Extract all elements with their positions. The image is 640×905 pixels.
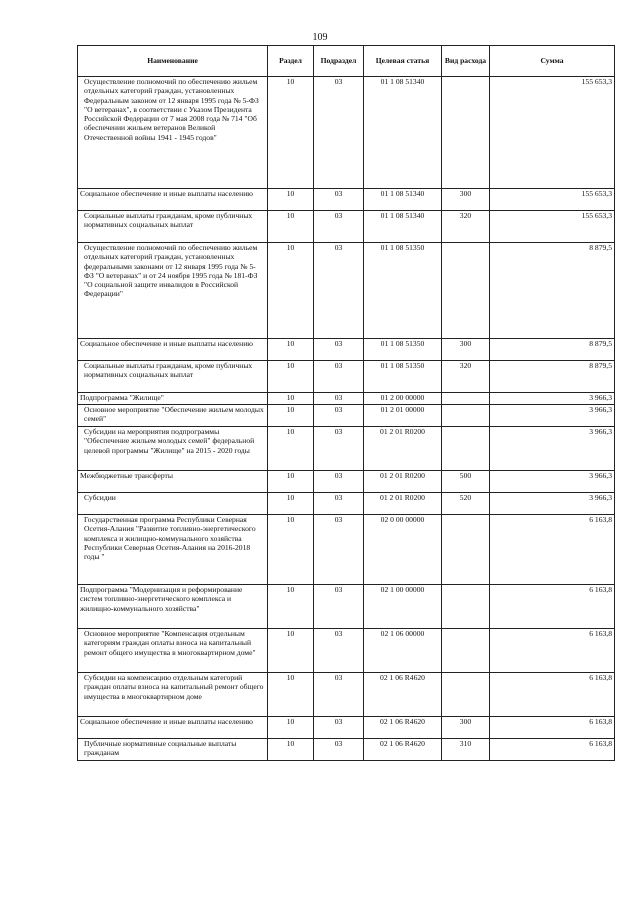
row-section: 10	[268, 405, 314, 427]
row-name-cell	[78, 211, 268, 243]
row-type: 500	[442, 471, 490, 493]
row-name: Социальные выплаты гражданам, кроме публичных нормативных социальных выплат	[84, 211, 253, 230]
table-row	[78, 211, 615, 243]
row-subsection: 03	[314, 585, 364, 629]
row-section: 10	[268, 427, 314, 471]
row-amount: 6 163,8	[490, 515, 615, 585]
row-name-cell	[78, 493, 268, 515]
table-row	[78, 717, 615, 739]
row-subsection: 03	[314, 393, 364, 405]
row-section: 10	[268, 339, 314, 361]
row-name-cell	[78, 189, 268, 211]
row-name-cell	[78, 427, 268, 471]
row-target: 02 1 06 R4620	[364, 717, 442, 739]
row-target: 02 1 00 00000	[364, 585, 442, 629]
row-section: 10	[268, 717, 314, 739]
row-amount: 6 163,8	[490, 717, 615, 739]
row-target: 01 1 08 51340	[364, 189, 442, 211]
row-section: 10	[268, 361, 314, 393]
row-section: 10	[268, 673, 314, 717]
row-name: Основное мероприятие "Компенсация отдельным категориям граждан оплаты взноса на капитальный ремонт общего имущества в многоквартирном доме"	[84, 629, 256, 657]
table-row	[78, 427, 615, 471]
table-row	[78, 471, 615, 493]
row-type	[442, 673, 490, 717]
row-target: 02 0 00 00000	[364, 515, 442, 585]
row-amount: 3 966,3	[490, 493, 615, 515]
row-target: 02 1 06 R4620	[364, 739, 442, 761]
row-type	[442, 243, 490, 339]
table-body	[78, 77, 615, 761]
row-name: Основное мероприятие "Обеспечение жильем молодых семей"	[84, 405, 264, 424]
row-target: 02 1 06 R4620	[364, 673, 442, 717]
row-name: Социальное обеспечение и иные выплаты населению	[80, 189, 253, 198]
row-name-cell	[78, 629, 268, 673]
row-target: 01 1 08 51350	[364, 243, 442, 339]
row-subsection: 03	[314, 211, 364, 243]
row-type	[442, 77, 490, 189]
row-name: Публичные нормативные социальные выплаты гражданам	[84, 739, 237, 758]
row-target: 01 1 08 51350	[364, 361, 442, 393]
row-section: 10	[268, 493, 314, 515]
row-subsection: 03	[314, 77, 364, 189]
row-section: 10	[268, 629, 314, 673]
row-section: 10	[268, 739, 314, 761]
row-type	[442, 427, 490, 471]
row-name-cell	[78, 393, 268, 405]
row-subsection: 03	[314, 739, 364, 761]
table-row	[78, 739, 615, 761]
table-row	[78, 243, 615, 339]
row-name: Подпрограмма "Жилище"	[80, 393, 164, 402]
row-target: 01 1 08 51340	[364, 211, 442, 243]
row-type: 520	[442, 493, 490, 515]
row-amount: 6 163,8	[490, 629, 615, 673]
row-subsection: 03	[314, 427, 364, 471]
row-amount: 8 879,5	[490, 361, 615, 393]
row-amount: 6 163,8	[490, 739, 615, 761]
table-row	[78, 361, 615, 393]
table-row	[78, 493, 615, 515]
row-name-cell	[78, 243, 268, 339]
row-name-cell	[78, 515, 268, 585]
row-target: 01 2 01 R0200	[364, 427, 442, 471]
row-type	[442, 629, 490, 673]
row-type: 300	[442, 189, 490, 211]
row-amount: 3 966,3	[490, 405, 615, 427]
row-subsection: 03	[314, 471, 364, 493]
row-name: Осуществление полномочий по обеспечению жильем отдельных категорий граждан, установленных федеральными законами от 12 января 1995 года № 5-ФЗ "О ветеранах" и от 24 ноября 1995 года № 181-ФЗ "О социальной защите инвалидов в Российской Федерации"	[84, 243, 258, 299]
row-section: 10	[268, 243, 314, 339]
table-row	[78, 515, 615, 585]
row-amount: 3 966,3	[490, 471, 615, 493]
row-amount: 6 163,8	[490, 585, 615, 629]
table-row	[78, 339, 615, 361]
row-section: 10	[268, 515, 314, 585]
header-target: Целевая статья	[364, 46, 442, 77]
row-type	[442, 515, 490, 585]
row-section: 10	[268, 393, 314, 405]
row-type: 300	[442, 339, 490, 361]
row-section: 10	[268, 211, 314, 243]
row-type: 300	[442, 717, 490, 739]
row-name: Субсидии на компенсацию отдельным категорий граждан оплаты взноса на капитальный ремонт общего имущества в многоквартирном доме	[84, 673, 264, 701]
row-amount: 8 879,5	[490, 243, 615, 339]
row-name-cell	[78, 77, 268, 189]
header-section: Раздел	[268, 46, 314, 77]
row-target: 01 2 00 00000	[364, 393, 442, 405]
row-subsection: 03	[314, 405, 364, 427]
row-target: 01 1 08 51340	[364, 77, 442, 189]
row-name: Осуществление полномочий по обеспечению жильем отдельных категорий граждан, установленных Федеральным законом от 12 января 1995 года № 5-ФЗ "О ветеранах", в соответствии с Указом Президента Российской Федерации от 7 мая 2008 года № 714 "Об обеспечении жильем ветеранов Великой Отечественной войны 1941 - 1945 годов"	[84, 77, 259, 142]
row-amount: 155 653,3	[490, 77, 615, 189]
row-section: 10	[268, 471, 314, 493]
row-section: 10	[268, 189, 314, 211]
row-type: 320	[442, 361, 490, 393]
row-subsection: 03	[314, 673, 364, 717]
row-name: Социальные выплаты гражданам, кроме публичных нормативных социальных выплат	[84, 361, 253, 380]
row-type	[442, 393, 490, 405]
table-header-row	[78, 46, 615, 77]
row-name-cell	[78, 361, 268, 393]
row-name: Субсидии на мероприятия подпрограммы "Обеспечение жильем молодых семей" федеральной целевой программы "Жилище" на 2015 - 2020 годы	[84, 427, 255, 455]
row-name-cell	[78, 471, 268, 493]
row-type	[442, 405, 490, 427]
row-target: 02 1 06 00000	[364, 629, 442, 673]
budget-table	[77, 45, 615, 761]
row-name-cell	[78, 717, 268, 739]
row-subsection: 03	[314, 717, 364, 739]
row-section: 10	[268, 585, 314, 629]
row-subsection: 03	[314, 243, 364, 339]
row-subsection: 03	[314, 629, 364, 673]
row-name: Государственная программа Республики Северная Осетия-Алания "Развитие топливно-энергетического комплекса и жилищно-коммунального хозяйства Республики Северная Осетия-Алания на 2016-2018 годы "	[84, 515, 256, 561]
row-name: Социальное обеспечение и иные выплаты населению	[80, 339, 253, 348]
row-amount: 8 879,5	[490, 339, 615, 361]
row-name: Социальное обеспечение и иные выплаты населению	[80, 717, 253, 726]
table-row	[78, 405, 615, 427]
row-section: 10	[268, 77, 314, 189]
row-type: 320	[442, 211, 490, 243]
row-amount: 155 653,3	[490, 189, 615, 211]
header-name: Наименование	[78, 46, 268, 77]
table-row	[78, 673, 615, 717]
row-name-cell	[78, 739, 268, 761]
row-target: 01 1 08 51350	[364, 339, 442, 361]
row-name-cell	[78, 405, 268, 427]
table-row	[78, 585, 615, 629]
row-amount: 3 966,3	[490, 393, 615, 405]
row-amount: 155 653,3	[490, 211, 615, 243]
row-type	[442, 585, 490, 629]
row-name-cell	[78, 585, 268, 629]
row-amount: 3 966,3	[490, 427, 615, 471]
row-subsection: 03	[314, 361, 364, 393]
row-subsection: 03	[314, 493, 364, 515]
header-amount: Сумма	[490, 46, 615, 77]
row-subsection: 03	[314, 189, 364, 211]
row-name: Подпрограмма "Модернизация и реформирование систем топливно-энергетического комплекса и жилищно-коммунального хозяйства"	[80, 585, 243, 613]
row-target: 01 2 01 00000	[364, 405, 442, 427]
page-number: 109	[312, 32, 328, 43]
row-target: 01 2 01 R0200	[364, 493, 442, 515]
header-subsection: Подраздел	[314, 46, 364, 77]
row-name-cell	[78, 673, 268, 717]
row-subsection: 03	[314, 339, 364, 361]
row-subsection: 03	[314, 515, 364, 585]
row-amount: 6 163,8	[490, 673, 615, 717]
table-row	[78, 393, 615, 405]
row-name: Межбюджетные трансферты	[80, 471, 173, 480]
header-expense-type: Вид расхода	[442, 46, 490, 77]
table-row	[78, 629, 615, 673]
row-name-cell	[78, 339, 268, 361]
table-row	[78, 189, 615, 211]
row-type: 310	[442, 739, 490, 761]
row-target: 01 2 01 R0200	[364, 471, 442, 493]
table-row	[78, 77, 615, 189]
row-name: Субсидии	[84, 493, 116, 502]
